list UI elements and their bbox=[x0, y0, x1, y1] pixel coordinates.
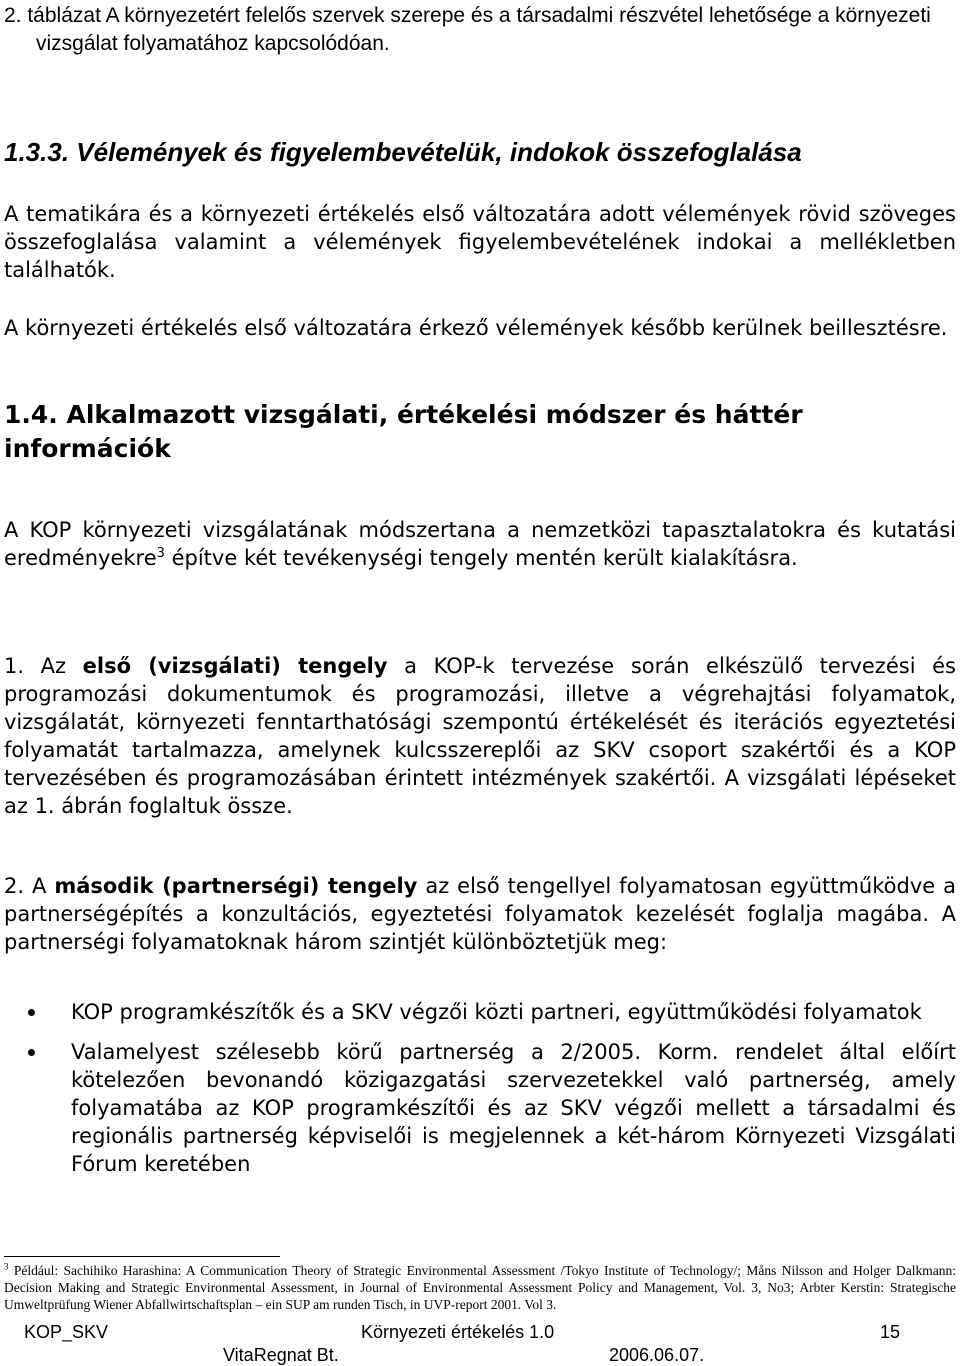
footnote-ref: 3 bbox=[156, 546, 165, 561]
section-1-4-intro bbox=[4, 516, 956, 572]
paragraph-text: építve két tevékenységi tengely mentén került kialakításra. bbox=[164, 546, 798, 570]
partnership-levels bbox=[4, 998, 956, 1190]
footnote bbox=[4, 1262, 956, 1313]
section-1-3-3-body bbox=[4, 200, 956, 284]
footer-date: 2006.06.07. bbox=[609, 1345, 705, 1365]
paragraph-text: az első tengellyel folyamatosan együttműködve a partnerségépítés a konzultációs, egyeztetési folyamatok kezelését foglalja magába. A partnerségi folyamatoknak három szintjét különböztetjük meg: bbox=[4, 874, 956, 954]
list-number: 2. A bbox=[4, 874, 55, 898]
list-item bbox=[4, 998, 956, 1026]
list-item bbox=[4, 1038, 956, 1178]
footer-company: VitaRegnat Bt. bbox=[223, 1345, 339, 1365]
footer-page-number: 15 bbox=[880, 1322, 901, 1342]
bullet-icon bbox=[28, 1049, 35, 1056]
paragraph-axis-two bbox=[4, 872, 956, 956]
section-1-3-3 bbox=[4, 136, 956, 168]
paragraph-text: a KOP-k tervezése során elkészülő tervezési és programozási dokumentumok és programozási, illetve a végrehajtási folyamatok, vizsgálatát, környezeti fenntarthatósági szempontú értékelését és iterációs egyeztetési folyamatát tartalmazza, amelynek kulcsszereplői az SKV csoport szakértői és a KOP tervezésében és programozásában érintett intézmények szakértői. A vizsgálati lépéseket az 1. ábrán foglaltuk össze. bbox=[4, 654, 956, 818]
paragraph-text: A KOP környezeti vizsgálatának módszertana a nemzetközi tapasztalatokra és kutatási eredményekre bbox=[4, 518, 956, 570]
paragraph-methodology bbox=[4, 516, 956, 572]
table-caption bbox=[4, 2, 956, 58]
list-number: 1. Az bbox=[4, 654, 83, 678]
axis-two-block bbox=[4, 872, 956, 956]
section-heading: 1.3.3. Vélemények és figyelembevételük, indokok összefoglalása bbox=[4, 137, 802, 167]
page-footer bbox=[4, 1321, 956, 1343]
footer-doc-code: KOP_SKV bbox=[24, 1322, 109, 1342]
bullet-list bbox=[4, 998, 956, 1178]
page-footer-second bbox=[4, 1344, 956, 1366]
axis-one-block bbox=[4, 652, 956, 820]
table-caption-text: 2. táblázat A környezetért felelős szervek szerepe és a társadalmi részvétel lehetősége a környezeti vizsgálat folyamatához kapcsolódóan. bbox=[4, 4, 931, 55]
bullet-icon bbox=[28, 1009, 35, 1016]
paragraph-axis-one bbox=[4, 652, 956, 820]
section-heading: 1.4. Alkalmazott vizsgálati, értékelési módszer és háttér információk bbox=[4, 400, 803, 463]
list-item-text: Valamelyest szélesebb körű partnerség a 2/2005. Korm. rendelet által előírt kötelezően bevonandó közigazgatási szervezetekkel való partnerség, amely folyamatába az KOP programkészítői és az SKV végzői mellett a társadalmi és regionális partnerség képviselői is megjelennek a két-három Környezeti Vizsgálati Fórum keretében bbox=[71, 1040, 956, 1176]
bold-term: első (vizsgálati) tengely bbox=[82, 654, 388, 678]
bold-term: második (partnerségi) tengely bbox=[54, 874, 418, 898]
footnote-divider bbox=[4, 1256, 280, 1257]
footnote-marker: 3 bbox=[4, 1261, 9, 1272]
paragraph-summary: A tematikára és a környezeti értékelés első változatára adott vélemények rövid szöveges összefoglalása valamint a vélemények figyelembevételének indokai a mellékletben találhatók. bbox=[4, 202, 956, 282]
section-1-4 bbox=[4, 398, 956, 466]
footnote-text: Például: Sachihiko Harashina: A Communication Theory of Strategic Environmental Assessment /Tokyo Institute of Technology/; Måns Nilsson and Holger Dalkmann: Decision Making and Strategic Environmental Assessment, in Journal of Environmental Assessment Policy and Management, Vol. 3, No3; Arbter Kerstin: Strategische Umweltprüfung Wiener Abfallwirtschaftsplan – ein SUP am runden Tisch, in UVP-report 2001. Vol 3. bbox=[4, 1263, 956, 1312]
list-item-text: KOP programkészítők és a SKV végzői közti partneri, együttműködési folyamatok bbox=[71, 1000, 922, 1024]
paragraph-later-insert: A környezeti értékelés első változatára érkező vélemények később kerülnek beillesztésre. bbox=[4, 316, 948, 340]
section-1-3-3-note bbox=[4, 314, 956, 342]
footer-doc-title: Környezeti értékelés 1.0 bbox=[361, 1322, 555, 1342]
